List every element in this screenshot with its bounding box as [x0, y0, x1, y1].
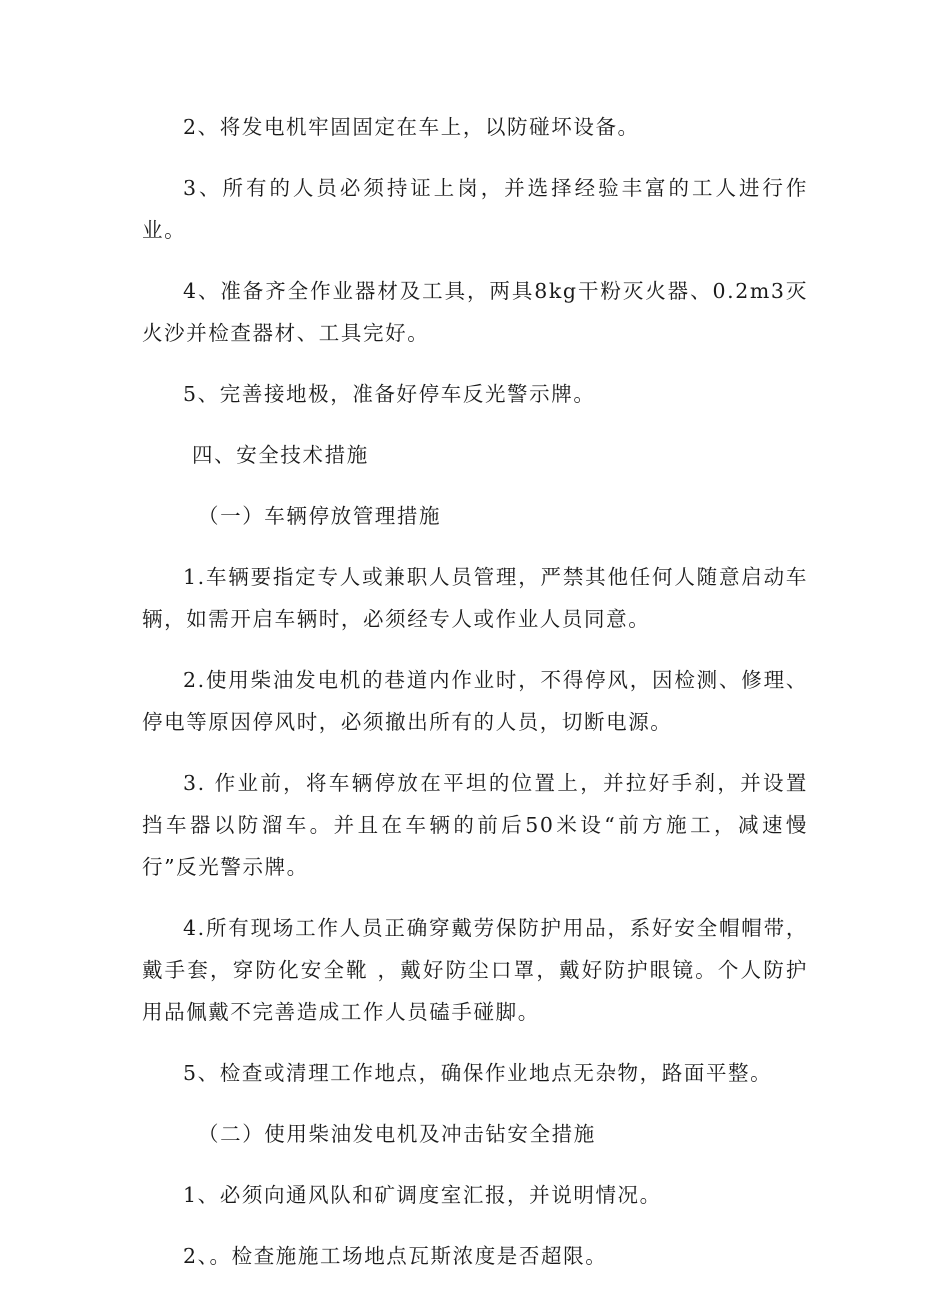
subsection-heading-generator-drill: （二）使用柴油发电机及冲击钻安全措施 [198, 1122, 596, 1146]
paragraph-parking-2: 2.使用柴油发电机的巷道内作业时，不得停风，因检测、修理、停电等原因停风时，必须撤出所有的人员，切断电源。 [142, 668, 808, 734]
document-page [142, 106, 808, 1296]
paragraph-item-3-certified-staff: 3、所有的人员必须持证上岗，并选择经验丰富的工人进行作业。 [142, 176, 808, 242]
paragraph-parking-5: 5、检查或清理工作地点，确保作业地点无杂物，路面平整。 [183, 1061, 773, 1085]
paragraph-item-5-grounding: 5、完善接地极，准备好停车反光警示牌。 [183, 382, 596, 406]
paragraph-parking-1: 1.车辆要指定专人或兼职人员管理，严禁其他任何人随意启动车辆，如需开启车辆时，必须经专人或作业人员同意。 [142, 565, 808, 631]
paragraph-item-4-equipment-prep: 4、准备齐全作业器材及工具，两具8kg干粉灭火器、0.2m3灭火沙并检查器材、工具完好。 [142, 279, 808, 345]
paragraph-item-2-secure-generator: 2、将发电机牢固固定在车上，以防碰坏设备。 [183, 115, 640, 139]
paragraph-generator-1: 1、必须向通风队和矿调度室汇报，并说明情况。 [183, 1183, 662, 1207]
paragraph-parking-4: 4.所有现场工作人员正确穿戴劳保防护用品，系好安全帽帽带，戴手套，穿防化安全靴 ，戴好防尘口罩，戴好防护眼镜。个人防护用品佩戴不完善造成工作人员磕手碰脚。 [142, 916, 808, 1024]
section-heading-safety-measures: 四、安全技术措施 [192, 443, 369, 467]
paragraph-parking-3: 3. 作业前，将车辆停放在平坦的位置上，并拉好手刹，并设置挡车器以防溜车。并且在车辆的前后50米设“前方施工，减速慢行”反光警示牌。 [142, 771, 808, 879]
paragraph-generator-2: 2、。检查施施工场地点瓦斯浓度是否超限。 [183, 1244, 608, 1268]
subsection-heading-vehicle-parking: （一）车辆停放管理措施 [198, 504, 442, 528]
